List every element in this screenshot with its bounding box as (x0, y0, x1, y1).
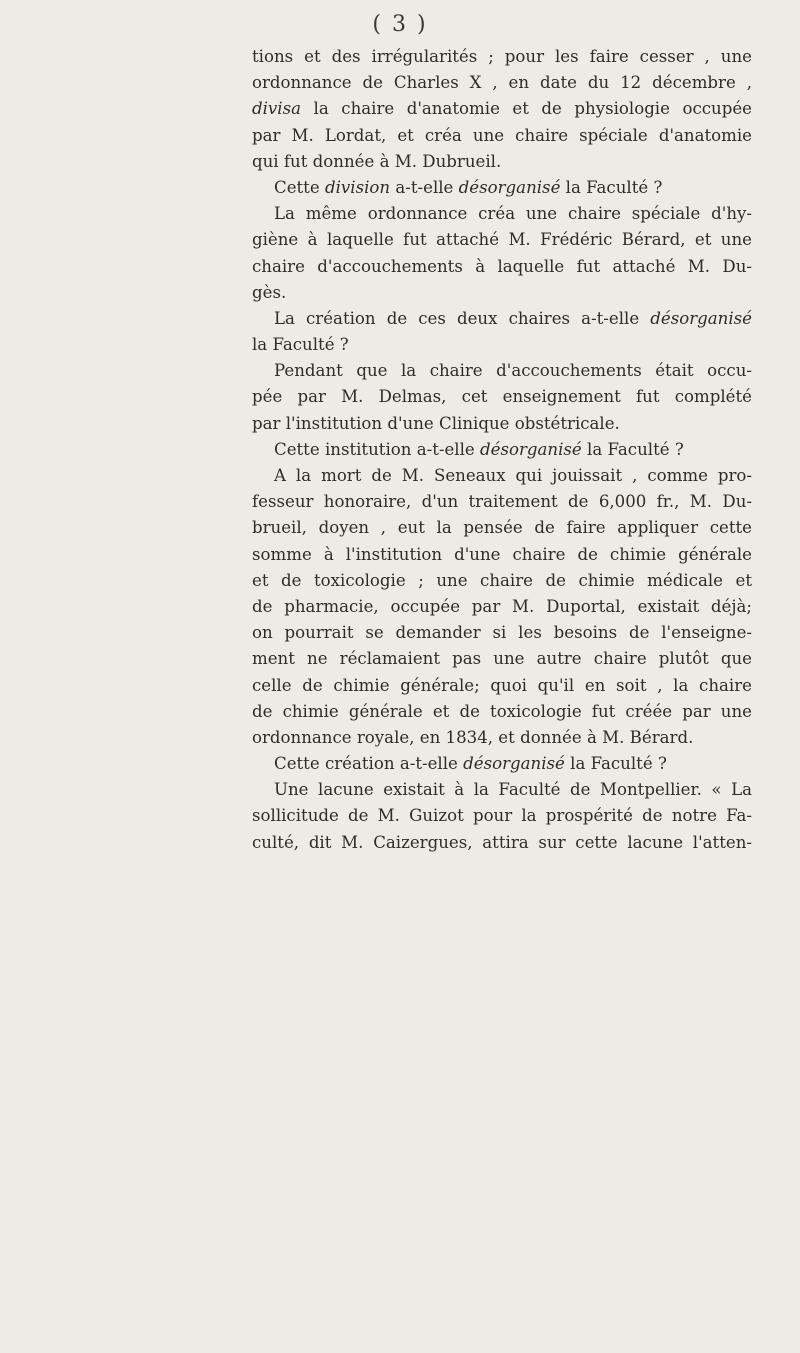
italic-text: divisa (252, 99, 302, 119)
text-line (252, 384, 752, 410)
text-line (252, 673, 752, 699)
text-line (252, 149, 752, 175)
text-line (252, 254, 752, 280)
text-line (252, 777, 752, 803)
text-segment: on pourrait se demander si les besoins de l'enseigne- (252, 623, 752, 643)
body-text (252, 44, 752, 856)
text-line (252, 594, 752, 620)
text-segment: La même ordonnance créa une chaire spéciale d'hy- (274, 204, 752, 224)
text-segment: giène à laquelle fut attaché M. Frédéric Bérard, et une (252, 230, 752, 250)
italic-text: division (324, 177, 391, 197)
text-segment: Cette institution a-t-elle (274, 439, 481, 459)
text-line (252, 70, 752, 96)
text-segment: pée par M. Delmas, cet enseignement fut complété (252, 387, 752, 407)
text-line (252, 751, 752, 777)
text-segment: la Faculté ? (560, 177, 663, 197)
text-line (252, 699, 752, 725)
text-line (252, 123, 752, 149)
text-line (252, 620, 752, 646)
text-segment: Cette création a-t-elle (274, 754, 464, 774)
text-segment: brueil, doyen , eut la pensée de faire appliquer cette (252, 518, 752, 538)
text-segment: qui fut donnée à M. Dubrueil. (252, 151, 502, 171)
text-line (252, 358, 752, 384)
text-line (252, 725, 752, 751)
text-line (252, 646, 752, 672)
text-line (252, 332, 752, 358)
text-segment: somme à l'institution d'une chaire de chimie générale (252, 544, 752, 564)
text-segment: gès. (252, 282, 287, 302)
text-segment: la Faculté ? (252, 335, 349, 355)
text-line (252, 411, 752, 437)
text-segment: par M. Lordat, et créa une chaire spéciale d'anatomie (252, 125, 752, 145)
italic-text: désorganisé (480, 439, 582, 459)
text-segment: Pendant que la chaire d'accouchements était occu- (274, 361, 752, 381)
text-line (252, 437, 752, 463)
text-segment: de chimie générale et de toxicologie fut créée par une (252, 701, 752, 721)
text-segment: Cette (274, 177, 325, 197)
text-segment: sollicitude de M. Guizot pour la prospérité de notre Fa- (252, 806, 752, 826)
text-line (252, 463, 752, 489)
page-number: ( 3 ) (372, 12, 428, 37)
text-line (252, 489, 752, 515)
text-segment: et de toxicologie ; une chaire de chimie médicale et (252, 570, 752, 590)
italic-text: désorganisé (458, 177, 561, 197)
text-line (252, 830, 752, 856)
text-line (252, 227, 752, 253)
text-segment: la Faculté ? (581, 439, 684, 459)
text-line (252, 568, 752, 594)
text-line (252, 542, 752, 568)
text-segment: fesseur honoraire, d'un traitement de 6,000 fr., M. Du- (252, 492, 752, 512)
text-line (252, 803, 752, 829)
text-line (252, 96, 752, 122)
text-line (252, 175, 752, 201)
text-line (252, 201, 752, 227)
italic-text: désorganisé (463, 754, 565, 774)
text-segment: par l'institution d'une Clinique obstétricale. (252, 413, 620, 433)
italic-text: désorganisé (650, 308, 752, 328)
text-segment: La création de ces deux chaires a-t-elle (274, 308, 651, 328)
text-segment: culté, dit M. Caizergues, attira sur cette lacune l'atten- (252, 832, 752, 852)
text-segment: ordonnance de Charles X , en date du 12 décembre , (252, 73, 752, 93)
text-segment: tions et des irrégularités ; pour les faire cesser , une (252, 47, 752, 66)
text-segment: celle de chimie générale; quoi qu'il en soit , la chaire (252, 675, 752, 695)
text-line (252, 280, 752, 306)
text-segment: ment ne réclamaient pas une autre chaire plutôt que (252, 649, 752, 669)
text-segment: Une lacune existait à la Faculté de Montpellier. « La (274, 780, 752, 800)
text-line (252, 306, 752, 332)
text-line (252, 515, 752, 541)
text-segment: de pharmacie, occupée par M. Duportal, existait déjà; (252, 596, 752, 616)
text-segment: A la mort de M. Seneaux qui jouissait , comme pro- (274, 466, 752, 485)
text-line (252, 44, 752, 70)
text-segment: ordonnance royale, en 1834, et donnée à M. Bérard. (252, 727, 694, 747)
text-segment: la Faculté ? (564, 754, 667, 774)
text-segment: a-t-elle (390, 177, 459, 197)
text-segment: la chaire d'anatomie et de physiologie occupée (301, 99, 752, 119)
text-segment: chaire d'accouchements à laquelle fut attaché M. Du- (252, 256, 752, 276)
